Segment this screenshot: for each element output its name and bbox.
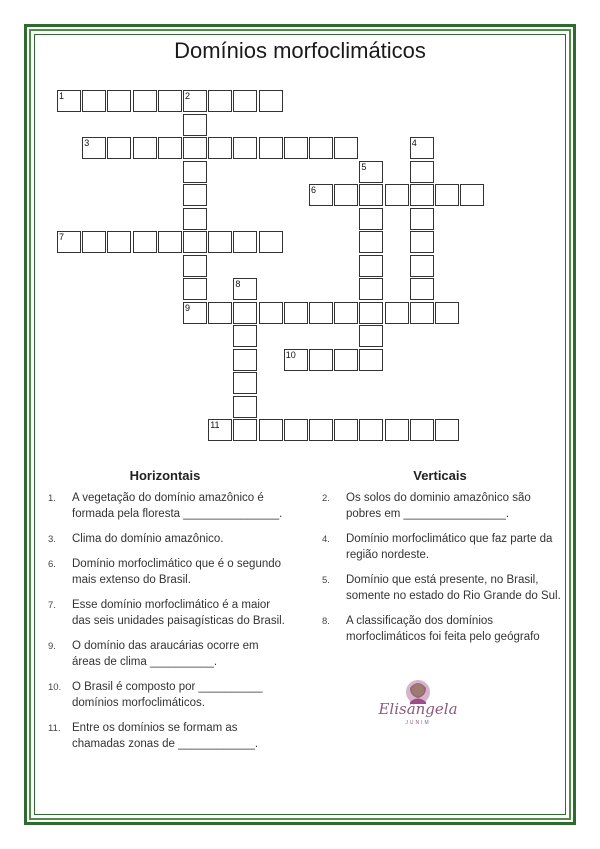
clue-number: 10 [285,349,296,360]
crossword-cell[interactable] [359,302,383,324]
crossword-cell[interactable] [259,419,283,441]
clue-item-number: 6. [48,559,56,570]
crossword-cell[interactable] [233,396,257,418]
crossword-cell[interactable] [259,302,283,324]
crossword-cell[interactable] [82,90,106,112]
crossword-cell[interactable] [233,325,257,347]
crossword-cell[interactable] [410,208,434,230]
crossword-cell[interactable] [107,231,131,253]
clue-item [322,490,562,522]
crossword-cell[interactable] [359,231,383,253]
clue-number: 2 [185,91,191,101]
crossword-cell[interactable] [208,419,232,441]
clue-number: 4 [411,138,417,148]
crossword-cell[interactable] [233,419,257,441]
crossword-cell[interactable] [233,302,257,324]
clue-item-number: 7. [48,600,56,611]
crossword-cell[interactable] [183,231,207,253]
clue-item-number: 5. [322,575,330,586]
clue-item-text: A vegetação do domínio amazônico é formada pela floresta _______________. [72,492,283,520]
crossword-cell[interactable] [309,349,333,371]
crossword-cell[interactable] [133,231,157,253]
clue-item-number: 8. [322,616,330,627]
clue-item [48,597,288,629]
crossword-cell[interactable] [133,137,157,159]
logo-name: Elisângela [378,700,458,718]
clue-item-number: 10. [48,682,62,693]
crossword-cell[interactable] [183,208,207,230]
crossword-cell[interactable] [259,231,283,253]
crossword-cell[interactable] [183,255,207,277]
crossword-cell[interactable] [233,278,257,300]
crossword-cell[interactable] [410,278,434,300]
clue-number: 11 [210,420,220,430]
clue-number: 7 [59,232,65,242]
crossword-cell[interactable] [460,184,484,206]
clue-item-text: O Brasil é composto por __________ domínios morfoclimáticos. [72,681,263,709]
clue-item-text: Esse domínio morfoclimático é a maior das seis unidades paisagísticas do Brasil. [72,599,285,627]
clue-item-number: 9. [48,641,56,652]
crossword-cell[interactable] [158,137,182,159]
horizontais-list [48,490,288,761]
clue-item [48,531,288,547]
clue-item-text: A classificação dos domínios morfoclimáticos foi feita pelo geógrafo [346,615,540,643]
crossword-cell[interactable] [82,137,106,159]
crossword-cell[interactable] [334,349,358,371]
clue-item [322,613,562,645]
clue-item-text: Clima do domínio amazônico. [72,533,224,545]
crossword-cell[interactable] [233,137,257,159]
clue-number: 9 [185,302,191,313]
crossword-cell[interactable] [435,184,459,206]
crossword-cell[interactable] [233,372,257,394]
crossword-cell[interactable] [183,161,207,183]
crossword-cell[interactable] [107,137,131,159]
crossword-cell[interactable] [183,137,207,159]
crossword-cell[interactable] [334,184,358,206]
crossword-cell[interactable] [385,184,409,206]
crossword-cell[interactable] [233,231,257,253]
clue-number: 8 [235,279,241,289]
crossword-cell[interactable] [208,137,232,159]
clue-item-text: Entre os domínios se formam as chamadas zonas de ____________. [72,722,259,750]
crossword-cell[interactable] [410,231,434,253]
crossword-cell[interactable] [284,302,308,324]
crossword-cell[interactable] [284,349,308,371]
crossword-cell[interactable] [334,137,358,159]
crossword-cell[interactable] [107,90,131,112]
clue-number: 1 [59,91,65,101]
crossword-cell[interactable] [309,419,333,441]
crossword-cell[interactable] [208,90,232,112]
horizontais-heading: Horizontais [129,468,201,483]
clue-item-text: Os solos do dominio amazônico são pobres em ________________. [346,492,531,520]
crossword-cell[interactable] [284,419,308,441]
clue-item [48,490,288,522]
crossword-cell[interactable] [359,184,383,206]
clue-item [322,572,562,604]
crossword-cell[interactable] [183,278,207,300]
clue-number: 3 [84,138,90,148]
crossword-cell[interactable] [208,302,232,324]
crossword-cell[interactable] [410,255,434,277]
crossword-cell[interactable] [309,137,333,159]
crossword-cell[interactable] [359,208,383,230]
clue-item [322,531,562,563]
crossword-cell[interactable] [57,231,81,253]
crossword-cell[interactable] [410,419,434,441]
verticais-heading: Verticais [413,468,467,483]
crossword-cell[interactable] [82,231,106,253]
crossword-cell[interactable] [435,419,459,441]
clue-item-text: Domínio morfoclimático que é o segundo mais extenso do Brasil. [72,558,282,586]
crossword-cell[interactable] [158,231,182,253]
crossword-cell[interactable] [57,90,81,112]
crossword-cell[interactable] [334,302,358,324]
crossword-cell[interactable] [233,349,257,371]
verticais-list [322,490,562,654]
clue-item-number: 3. [48,534,56,545]
crossword-cell[interactable] [208,231,232,253]
crossword-cell[interactable] [385,419,409,441]
clue-item [48,720,288,752]
clue-item-text: Domínio morfoclimático que faz parte da região nordeste. [346,533,553,561]
crossword-cell[interactable] [183,302,207,324]
crossword-cell[interactable] [359,255,383,277]
crossword-cell[interactable] [410,184,434,206]
logo-subtitle: JUNIM [405,720,431,726]
crossword-cell[interactable] [410,137,434,159]
clue-item-number: 2. [322,493,330,504]
crossword-cell[interactable] [359,161,383,183]
clue-item-text: Domínio que está presente, no Brasil, somente no estado do Rio Grande do Sul. [346,574,561,602]
crossword-cell[interactable] [133,90,157,112]
crossword-cell[interactable] [183,90,207,112]
crossword-cell[interactable] [385,302,409,324]
clue-item-number: 1. [48,493,56,504]
clue-number: 6 [311,185,317,195]
crossword-cell[interactable] [233,90,257,112]
crossword-cell[interactable] [334,419,358,441]
crossword-cell[interactable] [309,302,333,324]
crossword-cell[interactable] [410,161,434,183]
clue-item [48,679,288,711]
crossword-cell[interactable] [435,302,459,324]
clue-item [48,556,288,588]
crossword-cell[interactable] [359,325,383,347]
crossword-cell[interactable] [183,114,207,136]
crossword-cell[interactable] [259,90,283,112]
crossword-cell[interactable] [183,184,207,206]
clue-item [48,638,288,670]
clue-item-text: O domínio das araucárias ocorre em áreas de clima __________. [72,640,259,668]
crossword-cell[interactable] [410,302,434,324]
crossword-cell[interactable] [359,419,383,441]
crossword-cell[interactable] [359,278,383,300]
page-title: Domínios morfoclimáticos [174,38,426,63]
crossword-cell[interactable] [359,349,383,371]
crossword-cell[interactable] [284,137,308,159]
crossword-cell[interactable] [259,137,283,159]
crossword-cell[interactable] [309,184,333,206]
clue-item-number: 4. [322,534,330,545]
clue-item-number: 11. [48,723,61,734]
crossword-cell[interactable] [158,90,182,112]
clue-number: 5 [361,161,367,172]
